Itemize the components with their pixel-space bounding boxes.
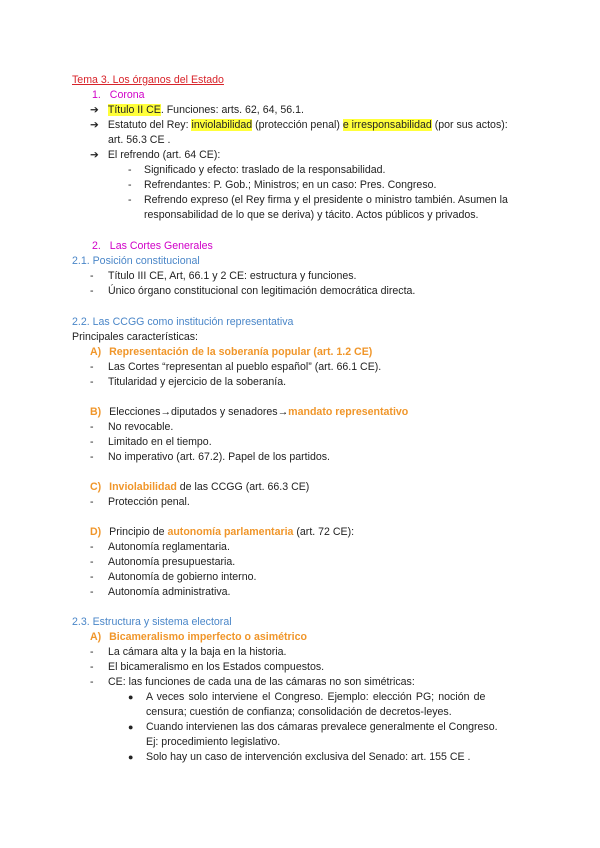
bullet-icon: ● (128, 692, 134, 702)
list-item: CE: las funciones de cada una de las cámaras no son simétricas: (108, 676, 415, 688)
dash-icon: - (90, 421, 94, 433)
point-a-text: Representación de la soberanía popular (art. 1.2 CE) (109, 346, 373, 358)
dash-icon: - (90, 451, 94, 463)
dash-icon: - (90, 496, 94, 508)
refrendo-item (128, 178, 132, 192)
list-item: El bicameralismo en los Estados compuestos. (108, 661, 325, 673)
section-1-number: 1. (92, 89, 101, 101)
list-item: Limitado en el tiempo. (108, 436, 212, 448)
bullet-icon: ● (128, 722, 134, 732)
point-d-letter: D) (90, 526, 102, 538)
corona-item-2: ➔ Estatuto del Rey: inviolabilidad (protección penal) e irresponsabilidad (por sus actos): (90, 119, 508, 131)
point-a2-letter: A) (90, 631, 102, 643)
point-d-heading: D) Principio de autonomía parlamentaria (art. 72 CE): (90, 526, 355, 538)
dash-icon: - (90, 436, 94, 448)
dash-icon: - (90, 676, 94, 688)
dash-icon: - (90, 586, 94, 598)
corona-item-3: ➔ El refrendo (art. 64 CE): (90, 149, 221, 161)
highlight-mandato: mandato representativo (288, 406, 409, 418)
section-1-name: Corona (109, 89, 145, 101)
section-2-number: 2. (92, 240, 101, 252)
list-item: No imperativo (art. 67.2). Papel de los partidos. (108, 451, 330, 463)
dash-icon: - (90, 285, 94, 297)
list-item: Protección penal. (108, 496, 190, 508)
subsection-2-2-title: 2.2. Las CCGG como institución representativa (72, 316, 294, 328)
list-item: Autonomía reglamentaria. (108, 541, 230, 553)
bullet-text: A veces solo interviene el Congreso. Ejemplo: elección PG; noción de (146, 691, 486, 703)
refrendo-text: Refrendo expreso (el Rey firma y el presidente o ministro también. Asumen la (144, 194, 508, 206)
dash-icon: - (128, 164, 132, 176)
point-a-letter: A) (90, 346, 102, 358)
refrendo-item (128, 193, 132, 207)
corona-item-2-cont: art. 56.3 CE . (108, 134, 171, 146)
bullet-text: Cuando intervienen las dos cámaras prevalece generalmente el Congreso. (146, 721, 498, 733)
point-b-letter: B) (90, 406, 102, 418)
refrendo-text: Significado y efecto: traslado de la responsabilidad. (144, 164, 386, 176)
dash-icon: - (90, 541, 94, 553)
dash-icon: - (90, 646, 94, 658)
section-1-heading (92, 88, 145, 102)
refrendo-text: Refrendantes: P. Gob.; Ministros; en un caso: Pres. Congreso. (144, 179, 437, 191)
highlight-inviolabilidad: inviolabilidad (191, 119, 253, 131)
list-item: Autonomía presupuestaria. (108, 556, 236, 568)
highlight-irresponsabilidad: e irresponsabilidad (342, 119, 432, 131)
section-2-heading (92, 239, 213, 253)
intro-text: Principales características: (72, 331, 198, 343)
list-item: No revocable. (108, 421, 174, 433)
dash-icon: - (90, 376, 94, 388)
subsection-2-3-title: 2.3. Estructura y sistema electoral (72, 616, 232, 628)
bullet-icon: ● (128, 752, 134, 762)
dash-icon: - (90, 361, 94, 373)
dash-icon: - (128, 194, 132, 206)
list-item: Autonomía administrativa. (108, 586, 231, 598)
highlight-titulo-ii: Título II CE (107, 104, 161, 116)
dash-icon: - (128, 179, 132, 191)
page-title: Tema 3. Los órganos del Estado (72, 74, 224, 86)
list-item: Las Cortes “representan al pueblo español” (art. 66.1 CE). (108, 361, 382, 373)
dash-icon: - (90, 556, 94, 568)
list-item: Titularidad y ejercicio de la soberanía. (108, 376, 287, 388)
bullet-text-cont: Ej: procedimiento legislativo. (146, 736, 281, 748)
point-b-heading: B) Elecciones→diputados y senadores→mandato representativo (90, 406, 409, 418)
section-2-name: Las Cortes Generales (109, 240, 213, 252)
dash-icon: - (90, 270, 94, 282)
list-item: Título III CE, Art, 66.1 y 2 CE: estructura y funciones. (108, 270, 357, 282)
list-item: Autonomía de gobierno interno. (108, 571, 257, 583)
dash-icon: - (90, 571, 94, 583)
point-c-heading: C) Inviolabilidad de las CCGG (art. 66.3 CE) (90, 481, 310, 493)
point-a2-heading (90, 630, 307, 644)
point-a2-text: Bicameralismo imperfecto o asimétrico (109, 631, 307, 643)
arrow-icon: ➔ (90, 119, 99, 131)
refrendo-text-cont: responsabilidad de lo que se deriva) y tácito. Actos públicos y privados. (144, 209, 479, 221)
dash-icon: - (90, 661, 94, 673)
subsection-2-1-title: 2.1. Posición constitucional (72, 255, 200, 267)
bullet-text: Solo hay un caso de intervención exclusiva del Senado: art. 155 CE . (146, 751, 471, 763)
list-item: La cámara alta y la baja en la historia. (108, 646, 287, 658)
point-c-letter: C) (90, 481, 102, 493)
corona-item-1: ➔ Título II CE. Funciones: arts. 62, 64, 56.1. (90, 104, 304, 116)
highlight-autonomia: autonomía parlamentaria (167, 526, 294, 538)
list-item: Único órgano constitucional con legitimación democrática directa. (108, 285, 416, 297)
bullet-text-cont: censura; cuestión de confianza; consolidación de decretos-leyes. (146, 706, 452, 718)
highlight-inviolabilidad-ccgg: Inviolabilidad (109, 481, 177, 493)
point-a-heading (90, 345, 372, 359)
arrow-icon: ➔ (90, 149, 99, 161)
arrow-icon: ➔ (90, 104, 99, 116)
refrendo-item (128, 163, 132, 177)
